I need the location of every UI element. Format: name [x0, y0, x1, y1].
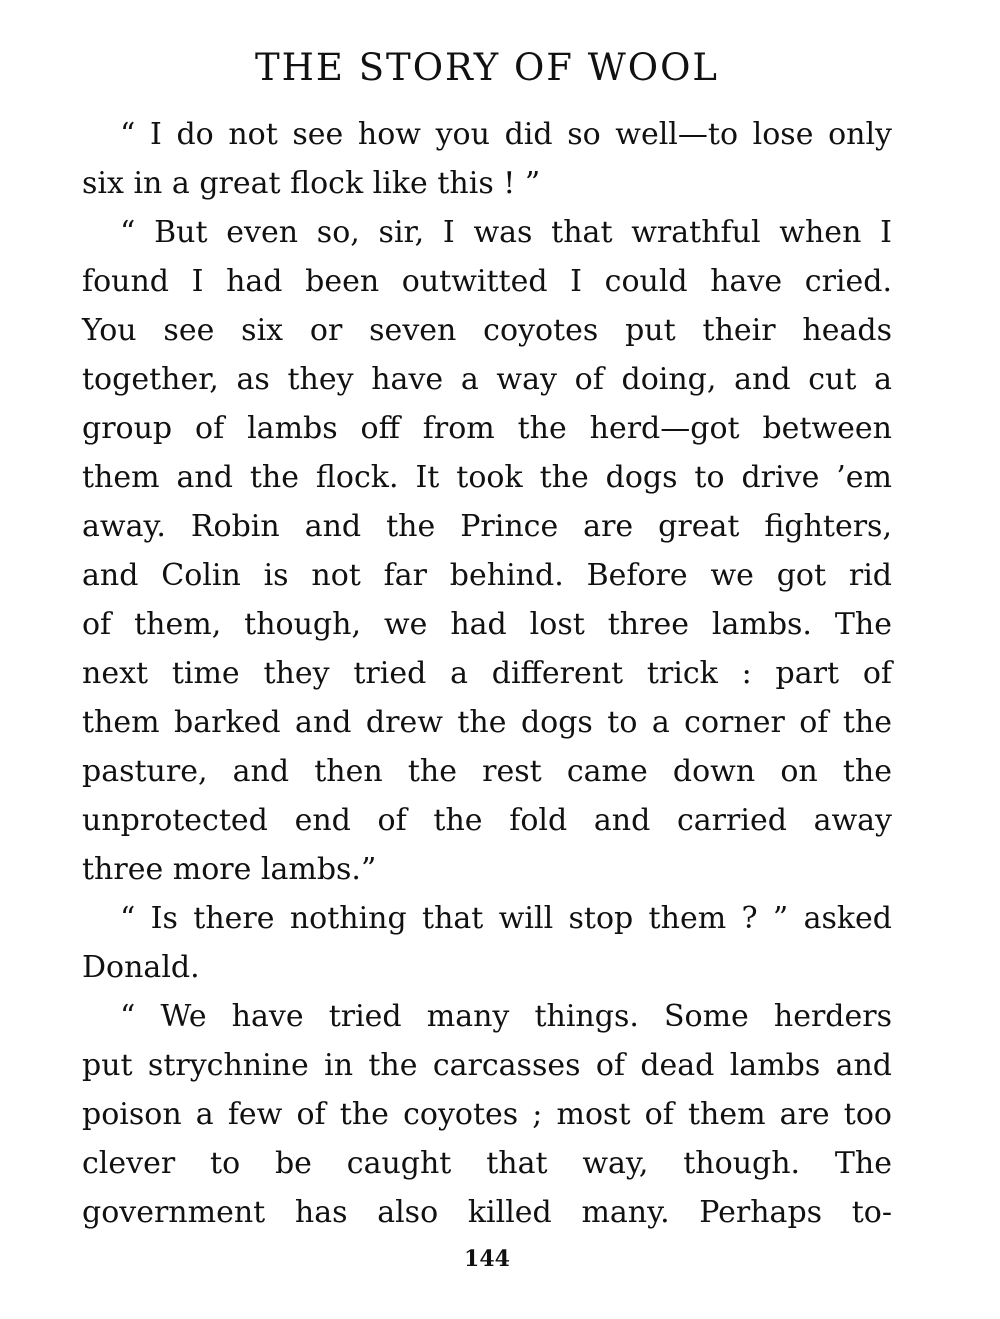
text-line: next time they tried a different trick : part of [82, 656, 892, 691]
text-line: and Colin is not far behind. Before we got rid [82, 558, 892, 593]
text-line: “ But even so, sir, I was that wrathful when I [120, 215, 892, 250]
text-line: found I had been outwitted I could have cried. [82, 264, 892, 299]
text-line: together, as they have a way of doing, and cut a [82, 362, 892, 397]
text-line: six in a great flock like this ! ” [82, 166, 541, 201]
text-line: “ We have tried many things. Some herders [120, 999, 892, 1034]
paragraph-1 [82, 110, 892, 208]
text-line: of them, though, we had lost three lambs. The [82, 607, 892, 642]
book-page [82, 0, 892, 1319]
text-line: pasture, and then the rest came down on the [82, 754, 892, 789]
body-text [82, 110, 892, 1237]
text-line: put strychnine in the carcasses of dead lambs and [82, 1048, 892, 1083]
text-line: You see six or seven coyotes put their heads [82, 313, 892, 348]
text-line: “ Is there nothing that will stop them ? ” asked [120, 901, 892, 936]
paragraph-2 [82, 208, 892, 894]
text-line: group of lambs off from the herd—got between [82, 411, 892, 446]
text-line: poison a few of the coyotes ; most of them are too [82, 1097, 892, 1132]
text-line: “ I do not see how you did so well—to lose only [120, 117, 892, 152]
text-line: Donald. [82, 950, 200, 985]
text-line: them barked and drew the dogs to a corner of the [82, 705, 892, 740]
text-line: clever to be caught that way, though. The [82, 1146, 892, 1181]
running-head: THE STORY OF WOOL [254, 46, 720, 89]
text-line: unprotected end of the fold and carried away [82, 803, 892, 838]
text-line: them and the flock. It took the dogs to drive ’em [82, 460, 892, 495]
paragraph-4 [82, 992, 892, 1237]
text-line: government has also killed many. Perhaps to- [82, 1195, 892, 1230]
text-line: three more lambs.” [82, 852, 377, 887]
paragraph-3 [82, 894, 892, 992]
page-number: 144 [464, 1246, 510, 1272]
text-line: away. Robin and the Prince are great fighters, [82, 509, 892, 544]
